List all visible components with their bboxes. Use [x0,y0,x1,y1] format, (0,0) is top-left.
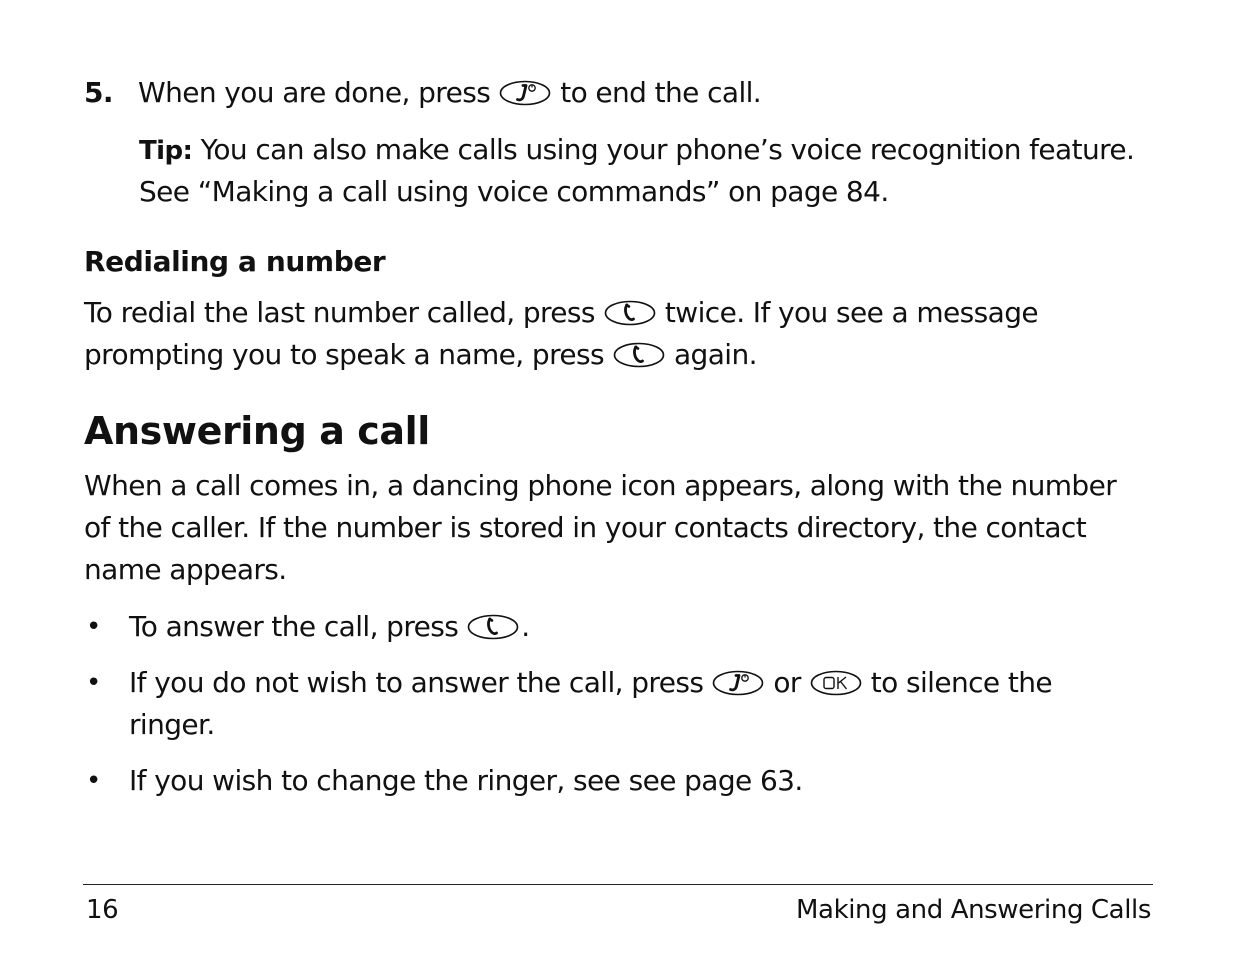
bullet-2-line-1 [129,662,1052,704]
redial-line-2-before: prompting you to speak a name, press [84,338,604,371]
step-5-text-before: When you are done, press [138,76,491,109]
bullet-3: If you wish to change the ringer, see see page 63. [129,764,803,797]
tip-line-2 [139,171,889,213]
bullet-2-text-after: to silence the [870,666,1052,699]
answering-para-line-1: When a call comes in, a dancing phone icon appears, along with the number [84,469,1117,502]
answering-heading: Answering a call [84,409,430,453]
step-5 [84,72,761,114]
step-number: 5. [84,76,113,109]
bullet-2-text-before: If you do not wish to answer the call, press [129,666,704,699]
step-5-text-after: to end the call. [560,76,762,109]
tip-line-1 [139,129,1134,172]
page-number: 16 [86,895,119,925]
bullet-2-line-2: ringer. [129,708,215,741]
answering-para-line-3: name appears. [84,553,287,586]
ok-key-icon [810,670,862,696]
redial-line-2 [84,334,757,376]
bullet-symbol: • [86,766,102,796]
redial-line-2-after: again. [673,338,757,371]
tip-text-line-1: You can also make calls using your phone’s voice recognition feature. [200,133,1135,166]
tip-label: Tip: [139,136,193,166]
bullet-1-text-before: To answer the call, press [129,610,459,643]
answering-para-line-2: of the caller. If the number is stored in your contacts directory, the contact [84,511,1087,544]
end-key-icon [499,80,551,106]
footer-divider [83,884,1153,885]
tip-text-line-2: See “Making a call using voice commands” on page 84. [139,175,889,208]
redial-line-1-before: To redial the last number called, press [84,296,595,329]
redial-line-1 [84,292,1038,334]
bullet-symbol: • [86,612,102,642]
talk-key-icon [604,300,656,326]
redial-heading: Redialing a number [84,245,386,278]
talk-key-icon [467,614,519,640]
bullet-symbol: • [86,668,102,698]
talk-key-icon [613,342,665,368]
redial-line-1-after: twice. If you see a message [664,296,1039,329]
bullet-1 [129,606,530,648]
section-title: Making and Answering Calls [796,895,1151,925]
end-key-icon [712,670,764,696]
bullet-1-text-after: . [521,610,530,643]
bullet-2-text-mid: or [773,666,801,699]
